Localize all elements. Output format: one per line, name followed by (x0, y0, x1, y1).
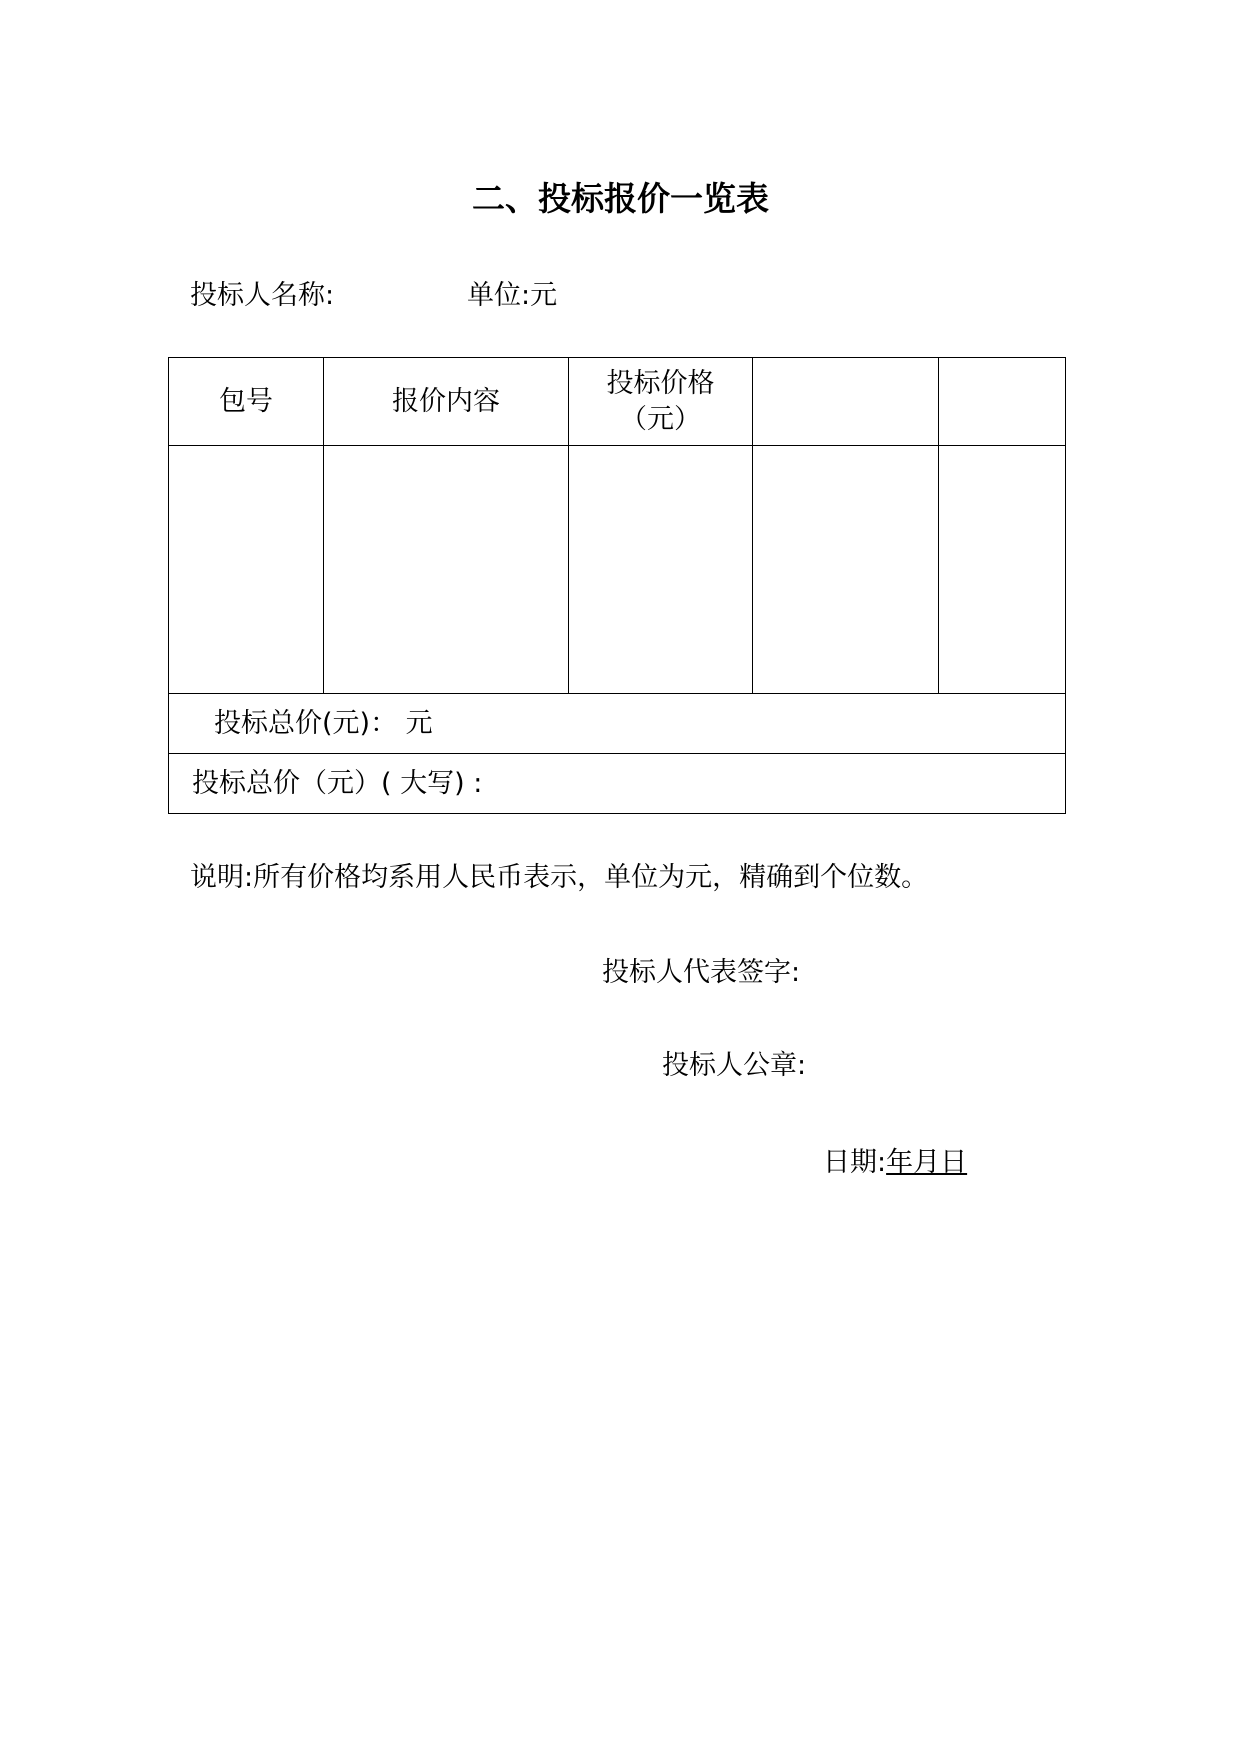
cell-col-5[interactable] (939, 446, 1066, 694)
cell-quote-content[interactable] (324, 446, 569, 694)
header-bid-price (569, 358, 753, 446)
total-capital-label: 投标总价（元）( 大写) : (169, 754, 1066, 814)
date-label: 日期: (823, 1147, 887, 1178)
total-numeric-row (169, 694, 1066, 754)
cell-col-4[interactable] (753, 446, 939, 694)
bidder-name-label: 投标人名称: (190, 280, 335, 311)
cell-bid-price[interactable] (569, 446, 753, 694)
header-quote-content: 报价内容 (324, 358, 569, 446)
date-line (823, 1145, 967, 1181)
header-bid-price-line2: （元） (620, 403, 701, 435)
table-header-row (169, 358, 1066, 446)
header-bid-price-line1: 投标价格 (606, 367, 715, 399)
total-numeric-label: 投标总价(元)： 元 (169, 694, 1066, 754)
header-package-no: 包号 (169, 358, 324, 446)
header-col-5 (939, 358, 1066, 446)
note-text: 说明:所有价格均系用人民币表示，单位为元，精确到个位数。 (190, 862, 929, 893)
total-capital-row (169, 754, 1066, 814)
header-col-4 (753, 358, 939, 446)
page-title: 二、投标报价一览表 (472, 179, 769, 218)
date-value: 年月日 (886, 1147, 968, 1178)
unit-label: 单位:元 (467, 280, 558, 311)
quote-table (168, 357, 1066, 814)
signature-label: 投标人代表签字: (602, 957, 801, 988)
seal-label: 投标人公章: (662, 1050, 807, 1081)
cell-package-no[interactable] (169, 446, 324, 694)
table-row (169, 446, 1066, 694)
